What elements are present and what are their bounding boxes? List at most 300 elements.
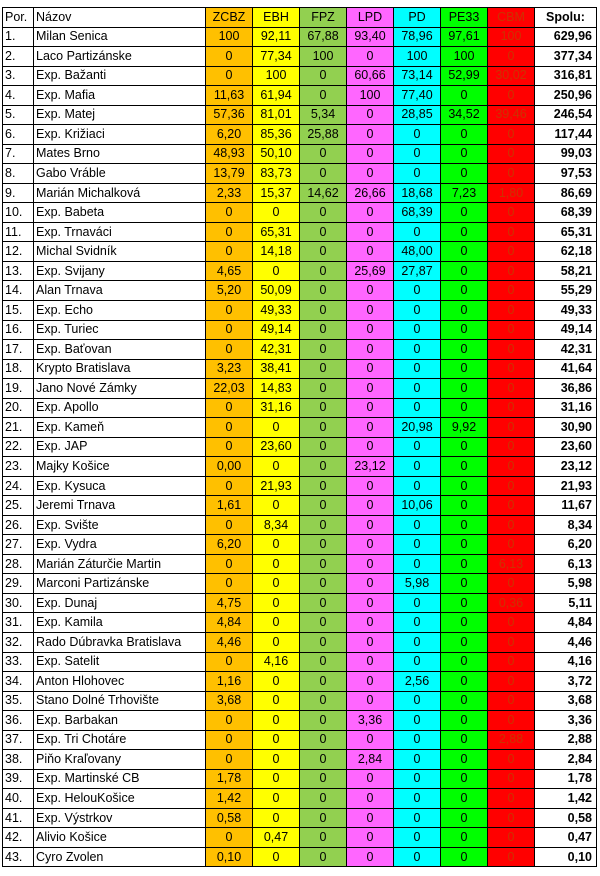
score-cell-zcbz: 4,84	[206, 613, 253, 633]
score-cell-pe33: 0	[441, 164, 488, 184]
name-header: Názov	[34, 8, 206, 28]
name-cell: Marián Michalková	[34, 183, 206, 203]
score-cell-cbm: 0	[488, 281, 535, 301]
table-row	[3, 711, 597, 731]
score-cell-cbm: 0	[488, 750, 535, 770]
score-cell-pe33: 52,99	[441, 66, 488, 86]
score-cell-cbm: 0	[488, 86, 535, 106]
total-cell: 42,31	[535, 340, 597, 360]
rank-cell: 21.	[3, 418, 34, 438]
score-cell-pd: 0	[394, 164, 441, 184]
total-cell: 62,18	[535, 242, 597, 262]
score-cell-cbm: 100	[488, 27, 535, 47]
score-cell-cbm: 1,80	[488, 183, 535, 203]
score-cell-zcbz: 0	[206, 437, 253, 457]
rank-cell: 26.	[3, 515, 34, 535]
table-row	[3, 769, 597, 789]
score-cell-fpz: 0	[300, 222, 347, 242]
score-cell-pd: 100	[394, 47, 441, 67]
score-cell-fpz: 0	[300, 457, 347, 477]
score-cell-lpd: 0	[347, 593, 394, 613]
score-cell-ebh: 0	[253, 730, 300, 750]
total-cell: 117,44	[535, 125, 597, 145]
score-cell-lpd: 0	[347, 47, 394, 67]
total-cell: 3,68	[535, 691, 597, 711]
score-cell-fpz: 0	[300, 496, 347, 516]
rank-cell: 18.	[3, 359, 34, 379]
rank-cell: 5.	[3, 105, 34, 125]
name-cell: Michal Svidník	[34, 242, 206, 262]
rank-cell: 43.	[3, 847, 34, 867]
score-cell-ebh: 0	[253, 691, 300, 711]
score-cell-lpd: 25,69	[347, 261, 394, 281]
score-cell-zcbz: 0	[206, 574, 253, 594]
table-row	[3, 47, 597, 67]
score-cell-ebh: 61,94	[253, 86, 300, 106]
rank-cell: 30.	[3, 593, 34, 613]
score-cell-cbm: 0	[488, 613, 535, 633]
score-cell-fpz: 0	[300, 633, 347, 653]
total-cell: 49,33	[535, 300, 597, 320]
score-cell-zcbz: 0	[206, 418, 253, 438]
table-row	[3, 125, 597, 145]
score-cell-zcbz: 48,93	[206, 144, 253, 164]
name-cell: Exp. Tri Chotáre	[34, 730, 206, 750]
score-cell-pd: 0	[394, 125, 441, 145]
score-cell-pe33: 0	[441, 769, 488, 789]
total-cell: 41,64	[535, 359, 597, 379]
score-cell-fpz: 5,34	[300, 105, 347, 125]
score-cell-fpz: 0	[300, 769, 347, 789]
score-cell-fpz: 0	[300, 476, 347, 496]
total-cell: 36,86	[535, 379, 597, 399]
score-cell-pe33: 0	[441, 574, 488, 594]
rank-cell: 14.	[3, 281, 34, 301]
score-cell-fpz: 0	[300, 828, 347, 848]
score-cell-pd: 0	[394, 730, 441, 750]
total-cell: 1,78	[535, 769, 597, 789]
score-cell-pe33: 0	[441, 847, 488, 867]
score-cell-cbm: 0	[488, 300, 535, 320]
name-cell: Exp. Trnaváci	[34, 222, 206, 242]
rank-cell: 28.	[3, 554, 34, 574]
total-cell: 23,12	[535, 457, 597, 477]
rank-cell: 13.	[3, 261, 34, 281]
score-cell-zcbz: 5,20	[206, 281, 253, 301]
name-cell: Exp. Svijany	[34, 261, 206, 281]
table-row	[3, 554, 597, 574]
score-cell-ebh: 0	[253, 789, 300, 809]
score-cell-ebh: 77,34	[253, 47, 300, 67]
score-cell-ebh: 100	[253, 66, 300, 86]
score-cell-fpz: 67,88	[300, 27, 347, 47]
score-cell-pd: 0	[394, 613, 441, 633]
table-row	[3, 66, 597, 86]
table-row	[3, 789, 597, 809]
score-cell-zcbz: 4,46	[206, 633, 253, 653]
score-cell-fpz: 0	[300, 730, 347, 750]
score-cell-zcbz: 0	[206, 47, 253, 67]
name-cell: Exp. Martinské CB	[34, 769, 206, 789]
name-cell: Exp. JAP	[34, 437, 206, 457]
rank-cell: 9.	[3, 183, 34, 203]
total-cell: 1,42	[535, 789, 597, 809]
table-row	[3, 847, 597, 867]
name-cell: Exp. Svište	[34, 515, 206, 535]
score-cell-cbm: 0	[488, 203, 535, 223]
score-cell-pd: 2,56	[394, 672, 441, 692]
table-row	[3, 633, 597, 653]
score-cell-pd: 5,98	[394, 574, 441, 594]
score-cell-ebh: 92,11	[253, 27, 300, 47]
score-cell-fpz: 0	[300, 515, 347, 535]
score-cell-pe33: 0	[441, 359, 488, 379]
score-cell-cbm: 0	[488, 359, 535, 379]
score-cell-zcbz: 0	[206, 652, 253, 672]
score-cell-ebh: 38,41	[253, 359, 300, 379]
score-cell-lpd: 0	[347, 828, 394, 848]
score-cell-fpz: 0	[300, 164, 347, 184]
score-cell-zcbz: 2,33	[206, 183, 253, 203]
score-cell-cbm: 0	[488, 125, 535, 145]
score-cell-pd: 68,39	[394, 203, 441, 223]
score-cell-ebh: 83,73	[253, 164, 300, 184]
score-cell-zcbz: 1,61	[206, 496, 253, 516]
table-row	[3, 203, 597, 223]
score-cell-lpd: 0	[347, 398, 394, 418]
score-cell-pe33: 0	[441, 789, 488, 809]
score-cell-lpd: 0	[347, 340, 394, 360]
score-cell-zcbz: 0	[206, 711, 253, 731]
name-cell: Exp. Baťovan	[34, 340, 206, 360]
rank-cell: 27.	[3, 535, 34, 555]
score-cell-ebh: 50,09	[253, 281, 300, 301]
name-cell: Exp. Satelit	[34, 652, 206, 672]
score-cell-fpz: 0	[300, 691, 347, 711]
header-row	[3, 8, 597, 28]
score-cell-ebh: 23,60	[253, 437, 300, 457]
column-header-pd: PD	[394, 8, 441, 28]
rank-cell: 8.	[3, 164, 34, 184]
score-cell-zcbz: 0	[206, 398, 253, 418]
total-cell: 629,96	[535, 27, 597, 47]
score-cell-cbm: 0	[488, 144, 535, 164]
score-cell-ebh: 14,83	[253, 379, 300, 399]
score-cell-ebh: 0	[253, 496, 300, 516]
score-cell-cbm: 0	[488, 672, 535, 692]
total-cell: 4,46	[535, 633, 597, 653]
table-row	[3, 320, 597, 340]
score-cell-pe33: 0	[441, 340, 488, 360]
score-cell-pe33: 0	[441, 633, 488, 653]
table-row	[3, 183, 597, 203]
score-cell-zcbz: 0,00	[206, 457, 253, 477]
score-cell-zcbz: 100	[206, 27, 253, 47]
score-cell-cbm: 0	[488, 828, 535, 848]
rank-cell: 10.	[3, 203, 34, 223]
score-cell-fpz: 0	[300, 847, 347, 867]
score-cell-ebh: 0	[253, 808, 300, 828]
score-cell-fpz: 0	[300, 418, 347, 438]
score-cell-pe33: 34,52	[441, 105, 488, 125]
score-cell-zcbz: 4,65	[206, 261, 253, 281]
table-row	[3, 300, 597, 320]
rank-cell: 11.	[3, 222, 34, 242]
score-cell-cbm: 0	[488, 769, 535, 789]
name-cell: Exp. Kamila	[34, 613, 206, 633]
score-cell-pd: 0	[394, 652, 441, 672]
rank-cell: 23.	[3, 457, 34, 477]
score-cell-ebh: 0	[253, 457, 300, 477]
rank-cell: 1.	[3, 27, 34, 47]
score-cell-pe33: 0	[441, 144, 488, 164]
score-cell-cbm: 0	[488, 437, 535, 457]
rank-cell: 15.	[3, 300, 34, 320]
score-cell-pd: 0	[394, 515, 441, 535]
total-cell: 4,16	[535, 652, 597, 672]
rank-cell: 37.	[3, 730, 34, 750]
name-cell: Exp. Barbakan	[34, 711, 206, 731]
table-row	[3, 164, 597, 184]
score-cell-pe33: 0	[441, 554, 488, 574]
score-cell-zcbz: 0	[206, 203, 253, 223]
score-cell-cbm: 0	[488, 418, 535, 438]
rank-cell: 34.	[3, 672, 34, 692]
name-cell: Exp. Kysuca	[34, 476, 206, 496]
total-cell: 377,34	[535, 47, 597, 67]
score-cell-pd: 0	[394, 789, 441, 809]
score-cell-ebh: 0	[253, 769, 300, 789]
score-cell-zcbz: 0	[206, 222, 253, 242]
column-header-fpz: FPZ	[300, 8, 347, 28]
name-cell: Rado Dúbravka Bratislava	[34, 633, 206, 653]
total-cell: 2,88	[535, 730, 597, 750]
score-cell-fpz: 0	[300, 750, 347, 770]
score-cell-ebh: 0	[253, 750, 300, 770]
score-cell-fpz: 0	[300, 144, 347, 164]
rank-cell: 3.	[3, 66, 34, 86]
table-row	[3, 672, 597, 692]
table-row	[3, 457, 597, 477]
score-cell-lpd: 0	[347, 125, 394, 145]
score-cell-pe33: 0	[441, 535, 488, 555]
score-cell-zcbz: 1,16	[206, 672, 253, 692]
score-cell-zcbz: 0	[206, 66, 253, 86]
score-cell-lpd: 0	[347, 242, 394, 262]
score-cell-ebh: 31,16	[253, 398, 300, 418]
score-cell-ebh: 8,34	[253, 515, 300, 535]
name-cell: Stano Dolné Trhovište	[34, 691, 206, 711]
name-cell: Alivio Košice	[34, 828, 206, 848]
score-cell-ebh: 14,18	[253, 242, 300, 262]
score-cell-ebh: 4,16	[253, 652, 300, 672]
score-cell-ebh: 0,47	[253, 828, 300, 848]
score-cell-ebh: 42,31	[253, 340, 300, 360]
score-cell-cbm: 0	[488, 261, 535, 281]
score-cell-pd: 0	[394, 437, 441, 457]
score-cell-zcbz: 0	[206, 554, 253, 574]
column-header-lpd: LPD	[347, 8, 394, 28]
score-cell-pe33: 0	[441, 476, 488, 496]
rank-cell: 31.	[3, 613, 34, 633]
score-cell-cbm: 39,46	[488, 105, 535, 125]
rank-cell: 42.	[3, 828, 34, 848]
score-cell-lpd: 0	[347, 515, 394, 535]
score-cell-pd: 0	[394, 379, 441, 399]
score-cell-pe33: 0	[441, 320, 488, 340]
score-cell-ebh: 0	[253, 203, 300, 223]
score-cell-lpd: 3,36	[347, 711, 394, 731]
total-cell: 23,60	[535, 437, 597, 457]
score-cell-lpd: 0	[347, 164, 394, 184]
score-cell-fpz: 0	[300, 672, 347, 692]
score-cell-fpz: 0	[300, 359, 347, 379]
total-cell: 6,13	[535, 554, 597, 574]
score-cell-fpz: 0	[300, 535, 347, 555]
score-cell-ebh: 0	[253, 593, 300, 613]
score-cell-cbm: 0	[488, 242, 535, 262]
score-cell-pe33: 0	[441, 593, 488, 613]
score-cell-ebh: 0	[253, 847, 300, 867]
score-cell-pe33: 0	[441, 828, 488, 848]
score-cell-pd: 20,98	[394, 418, 441, 438]
rank-header: Por.	[3, 8, 34, 28]
table-row	[3, 398, 597, 418]
score-cell-zcbz: 6,20	[206, 535, 253, 555]
score-cell-pd: 28,85	[394, 105, 441, 125]
score-cell-pd: 0	[394, 847, 441, 867]
score-cell-zcbz: 57,36	[206, 105, 253, 125]
score-cell-pd: 0	[394, 828, 441, 848]
score-cell-ebh: 0	[253, 711, 300, 731]
score-cell-zcbz: 0	[206, 515, 253, 535]
score-cell-zcbz: 0	[206, 320, 253, 340]
table-row	[3, 750, 597, 770]
total-cell: 97,53	[535, 164, 597, 184]
score-cell-fpz: 0	[300, 66, 347, 86]
score-cell-pe33: 0	[441, 808, 488, 828]
score-cell-zcbz: 0	[206, 242, 253, 262]
score-cell-fpz: 0	[300, 261, 347, 281]
score-cell-fpz: 0	[300, 398, 347, 418]
score-cell-fpz: 0	[300, 300, 347, 320]
score-cell-zcbz: 0	[206, 750, 253, 770]
table-row	[3, 652, 597, 672]
score-cell-cbm: 30,02	[488, 66, 535, 86]
total-cell: 4,84	[535, 613, 597, 633]
score-cell-zcbz: 11,63	[206, 86, 253, 106]
name-cell: Majky Košice	[34, 457, 206, 477]
score-cell-ebh: 85,36	[253, 125, 300, 145]
score-cell-pd: 0	[394, 711, 441, 731]
score-cell-cbm: 6,13	[488, 554, 535, 574]
score-cell-lpd: 0	[347, 691, 394, 711]
name-cell: Exp. Vydra	[34, 535, 206, 555]
score-cell-pe33: 9,92	[441, 418, 488, 438]
score-cell-pd: 0	[394, 457, 441, 477]
score-cell-pe33: 0	[441, 125, 488, 145]
score-cell-lpd: 0	[347, 554, 394, 574]
total-cell: 0,10	[535, 847, 597, 867]
score-cell-ebh: 0	[253, 613, 300, 633]
table-row	[3, 105, 597, 125]
table-row	[3, 27, 597, 47]
score-cell-pd: 0	[394, 808, 441, 828]
score-cell-cbm: 0	[488, 496, 535, 516]
score-cell-lpd: 0	[347, 476, 394, 496]
name-cell: Alan Trnava	[34, 281, 206, 301]
score-cell-pd: 0	[394, 300, 441, 320]
score-cell-cbm: 0	[488, 476, 535, 496]
score-cell-cbm: 0	[488, 535, 535, 555]
score-cell-fpz: 0	[300, 593, 347, 613]
rank-cell: 32.	[3, 633, 34, 653]
rank-cell: 36.	[3, 711, 34, 731]
name-cell: Krypto Bratislava	[34, 359, 206, 379]
rank-cell: 16.	[3, 320, 34, 340]
score-cell-cbm: 0	[488, 47, 535, 67]
table-row	[3, 574, 597, 594]
score-cell-pd: 0	[394, 320, 441, 340]
total-cell: 68,39	[535, 203, 597, 223]
score-cell-pd: 18,68	[394, 183, 441, 203]
score-cell-pe33: 0	[441, 496, 488, 516]
name-cell: Marconi Partizánske	[34, 574, 206, 594]
table-row	[3, 418, 597, 438]
total-header: Spolu:	[535, 8, 597, 28]
total-cell: 2,84	[535, 750, 597, 770]
total-cell: 246,54	[535, 105, 597, 125]
score-cell-lpd: 0	[347, 672, 394, 692]
score-cell-ebh: 0	[253, 574, 300, 594]
score-cell-lpd: 0	[347, 730, 394, 750]
score-cell-cbm: 0	[488, 320, 535, 340]
score-cell-lpd: 26,66	[347, 183, 394, 203]
score-cell-fpz: 0	[300, 281, 347, 301]
rank-cell: 7.	[3, 144, 34, 164]
score-cell-lpd: 0	[347, 808, 394, 828]
score-cell-zcbz: 0	[206, 476, 253, 496]
score-cell-pd: 0	[394, 281, 441, 301]
name-cell: Exp. Apollo	[34, 398, 206, 418]
score-cell-cbm: 0	[488, 691, 535, 711]
total-cell: 65,31	[535, 222, 597, 242]
score-cell-pe33: 0	[441, 652, 488, 672]
table-row	[3, 691, 597, 711]
total-cell: 31,16	[535, 398, 597, 418]
rank-cell: 24.	[3, 476, 34, 496]
score-cell-pd: 73,14	[394, 66, 441, 86]
score-cell-fpz: 0	[300, 554, 347, 574]
score-cell-fpz: 0	[300, 203, 347, 223]
score-cell-ebh: 15,37	[253, 183, 300, 203]
rank-cell: 12.	[3, 242, 34, 262]
score-cell-ebh: 49,33	[253, 300, 300, 320]
score-cell-fpz: 0	[300, 437, 347, 457]
rank-cell: 35.	[3, 691, 34, 711]
total-cell: 316,81	[535, 66, 597, 86]
score-cell-fpz: 0	[300, 242, 347, 262]
table-row	[3, 808, 597, 828]
name-cell: Anton Hlohovec	[34, 672, 206, 692]
score-cell-lpd: 0	[347, 222, 394, 242]
name-cell: Exp. Mafia	[34, 86, 206, 106]
rank-cell: 4.	[3, 86, 34, 106]
total-cell: 99,03	[535, 144, 597, 164]
score-cell-fpz: 14,62	[300, 183, 347, 203]
table-row	[3, 496, 597, 516]
total-cell: 11,67	[535, 496, 597, 516]
